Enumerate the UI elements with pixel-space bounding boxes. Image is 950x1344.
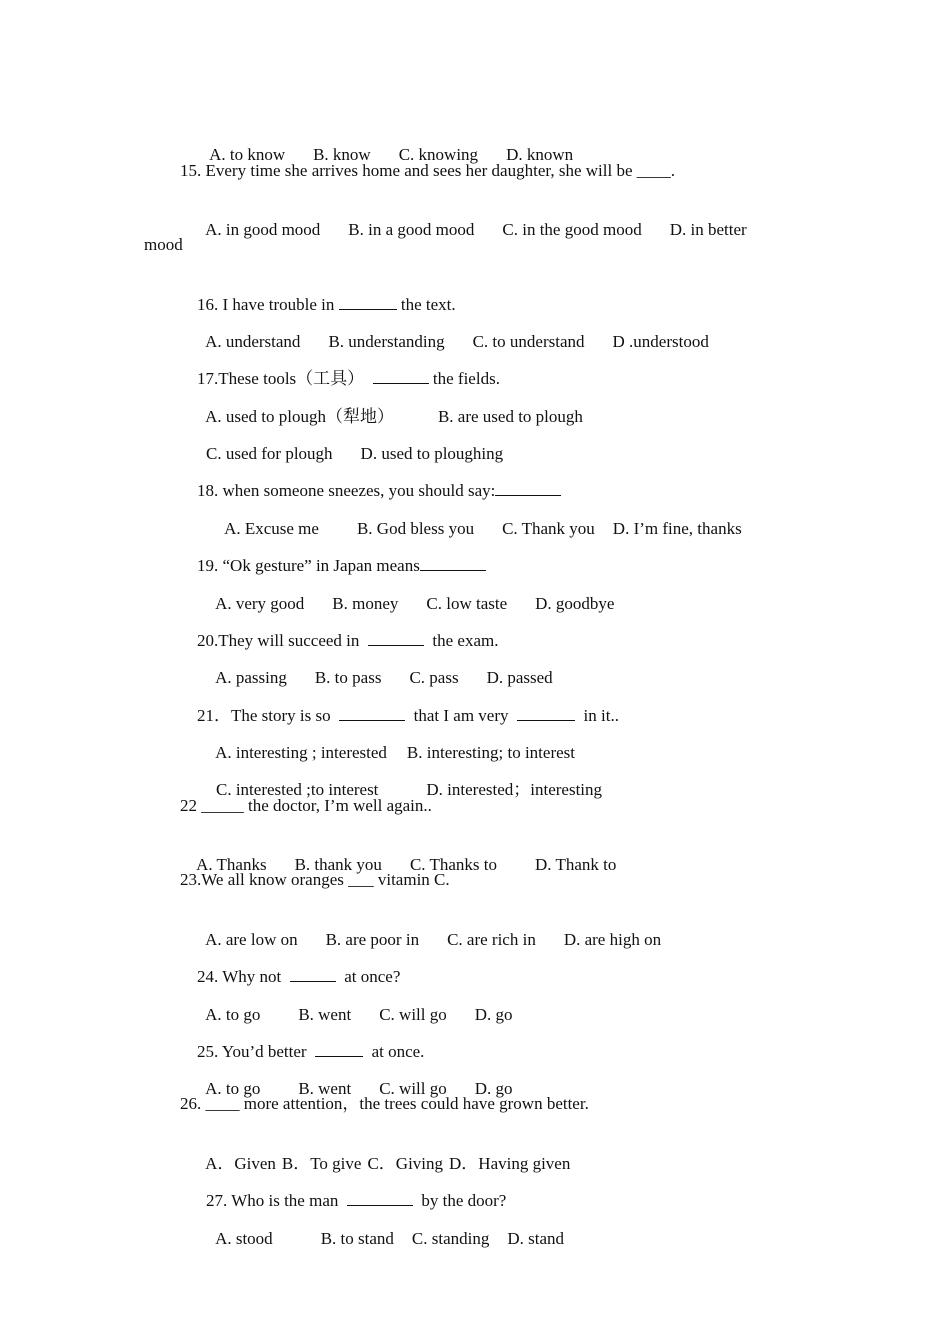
option-b: B. went xyxy=(298,1005,352,1024)
option-c: C. Thank you xyxy=(502,519,595,538)
answer-blank-1 xyxy=(339,705,405,721)
option-c: C. in the good mood xyxy=(502,220,642,239)
q22-stem: 22 _____ the doctor, I’m well again.. xyxy=(180,796,432,815)
option-d: D. passed xyxy=(486,668,553,687)
option-b: B. money xyxy=(332,594,399,613)
option-c: C. low taste xyxy=(426,594,508,613)
option-a: A. are low on xyxy=(205,930,298,949)
option-d: D. in better xyxy=(669,220,747,239)
option-d: D .understood xyxy=(612,332,709,351)
option-b: B．To give xyxy=(281,1154,362,1173)
option-a: A. stood xyxy=(215,1229,273,1248)
stem-text: 21．The story is so xyxy=(197,706,331,725)
option-d: D. I’m fine, thanks xyxy=(612,519,742,538)
q15-options xyxy=(189,197,747,263)
option-a: A. to know xyxy=(209,145,286,164)
answer-blank xyxy=(347,1190,413,1206)
answer-blank xyxy=(290,966,336,982)
q15-stem: 15. Every time she arrives home and sees her daughter, she will be ____. xyxy=(180,161,676,180)
option-c: C. interested ;to interest xyxy=(216,780,379,799)
option-a: A. Excuse me xyxy=(224,519,319,538)
option-b: B. in a good mood xyxy=(348,220,475,239)
option-b: B. interesting; to interest xyxy=(406,743,575,762)
stem-text: 27. Who is the man xyxy=(206,1191,339,1210)
option-b: B. know xyxy=(313,145,371,164)
option-c: C. to understand xyxy=(472,332,585,351)
option-b: B. are poor in xyxy=(325,930,420,949)
option-a: A．Given xyxy=(205,1154,276,1173)
option-b: B. to pass xyxy=(314,668,382,687)
option-b: B. went xyxy=(298,1079,352,1098)
option-c: C. are rich in xyxy=(447,930,536,949)
answer-blank xyxy=(495,480,561,496)
answer-blank xyxy=(339,294,397,310)
option-a: A. Thanks xyxy=(196,855,267,874)
option-d: D. interested；interesting xyxy=(426,780,603,799)
answer-blank xyxy=(368,630,424,646)
option-a: A. passing xyxy=(215,668,287,687)
option-d: D. stand xyxy=(507,1229,565,1248)
stem-text: 24. Why not xyxy=(197,967,282,986)
option-a: A. in good mood xyxy=(205,220,321,239)
stem-text-end: the text. xyxy=(400,295,456,314)
answer-blank xyxy=(373,368,429,384)
stem-text-end: at once? xyxy=(344,967,401,986)
option-d: D．Having given xyxy=(449,1154,571,1173)
option-d: D. are high on xyxy=(563,930,662,949)
q26-stem: 26. ____ more attention，the trees could have grown better. xyxy=(180,1094,589,1113)
option-a: A. interesting ; interested xyxy=(215,743,387,762)
stem-text: 20.They will succeed in xyxy=(197,631,360,650)
option-b: B. understanding xyxy=(328,332,445,351)
option-c: C. used for plough xyxy=(206,444,333,463)
stem-text-end: at once. xyxy=(371,1042,425,1061)
stem-text-mid: that I am very xyxy=(413,706,509,725)
option-d: D. go xyxy=(474,1079,513,1098)
stem-text: 18. when someone sneezes, you should say: xyxy=(197,481,496,500)
option-a: A. to go xyxy=(205,1005,261,1024)
stem-text: 25. You’d better xyxy=(197,1042,307,1061)
option-d: D. goodbye xyxy=(535,594,615,613)
option-a: A. understand xyxy=(205,332,301,351)
answer-blank xyxy=(420,555,486,571)
q15-option-wrap: mood xyxy=(144,235,183,254)
q23-stem: 23.We all know oranges ___ vitamin C. xyxy=(180,870,450,889)
q27-options xyxy=(199,1206,564,1272)
stem-text-end: by the door? xyxy=(421,1191,507,1210)
stem-text-end: the exam. xyxy=(432,631,499,650)
option-d: D. go xyxy=(474,1005,513,1024)
option-b: B. thank you xyxy=(294,855,382,874)
stem-text-end: the fields. xyxy=(432,369,500,388)
option-c: C. will go xyxy=(379,1005,447,1024)
option-d: D. known xyxy=(506,145,574,164)
option-c: C．Giving xyxy=(367,1154,444,1173)
option-b: B. are used to plough xyxy=(437,407,583,426)
option-b: B. to stand xyxy=(320,1229,394,1248)
option-c: C. Thanks to xyxy=(409,855,497,874)
answer-blank xyxy=(315,1041,363,1057)
option-a: A. very good xyxy=(215,594,305,613)
option-c: C. knowing xyxy=(398,145,479,164)
answer-blank-2 xyxy=(517,705,575,721)
option-c: C. pass xyxy=(409,668,459,687)
stem-text-end: in it.. xyxy=(583,706,619,725)
option-c: C. standing xyxy=(411,1229,490,1248)
stem-text: 19. “Ok gesture” in Japan means xyxy=(197,556,420,575)
option-b: B. God bless you xyxy=(356,519,475,538)
stem-text: 17.These tools（工具） xyxy=(197,369,365,388)
option-d: D. Thank to xyxy=(535,855,617,874)
option-a: A. to go xyxy=(205,1079,261,1098)
option-c: C. will go xyxy=(379,1079,447,1098)
option-a: A. used to plough（犁地） xyxy=(205,407,394,426)
stem-text: 16. I have trouble in xyxy=(197,295,335,314)
option-d: D. used to ploughing xyxy=(360,444,504,463)
